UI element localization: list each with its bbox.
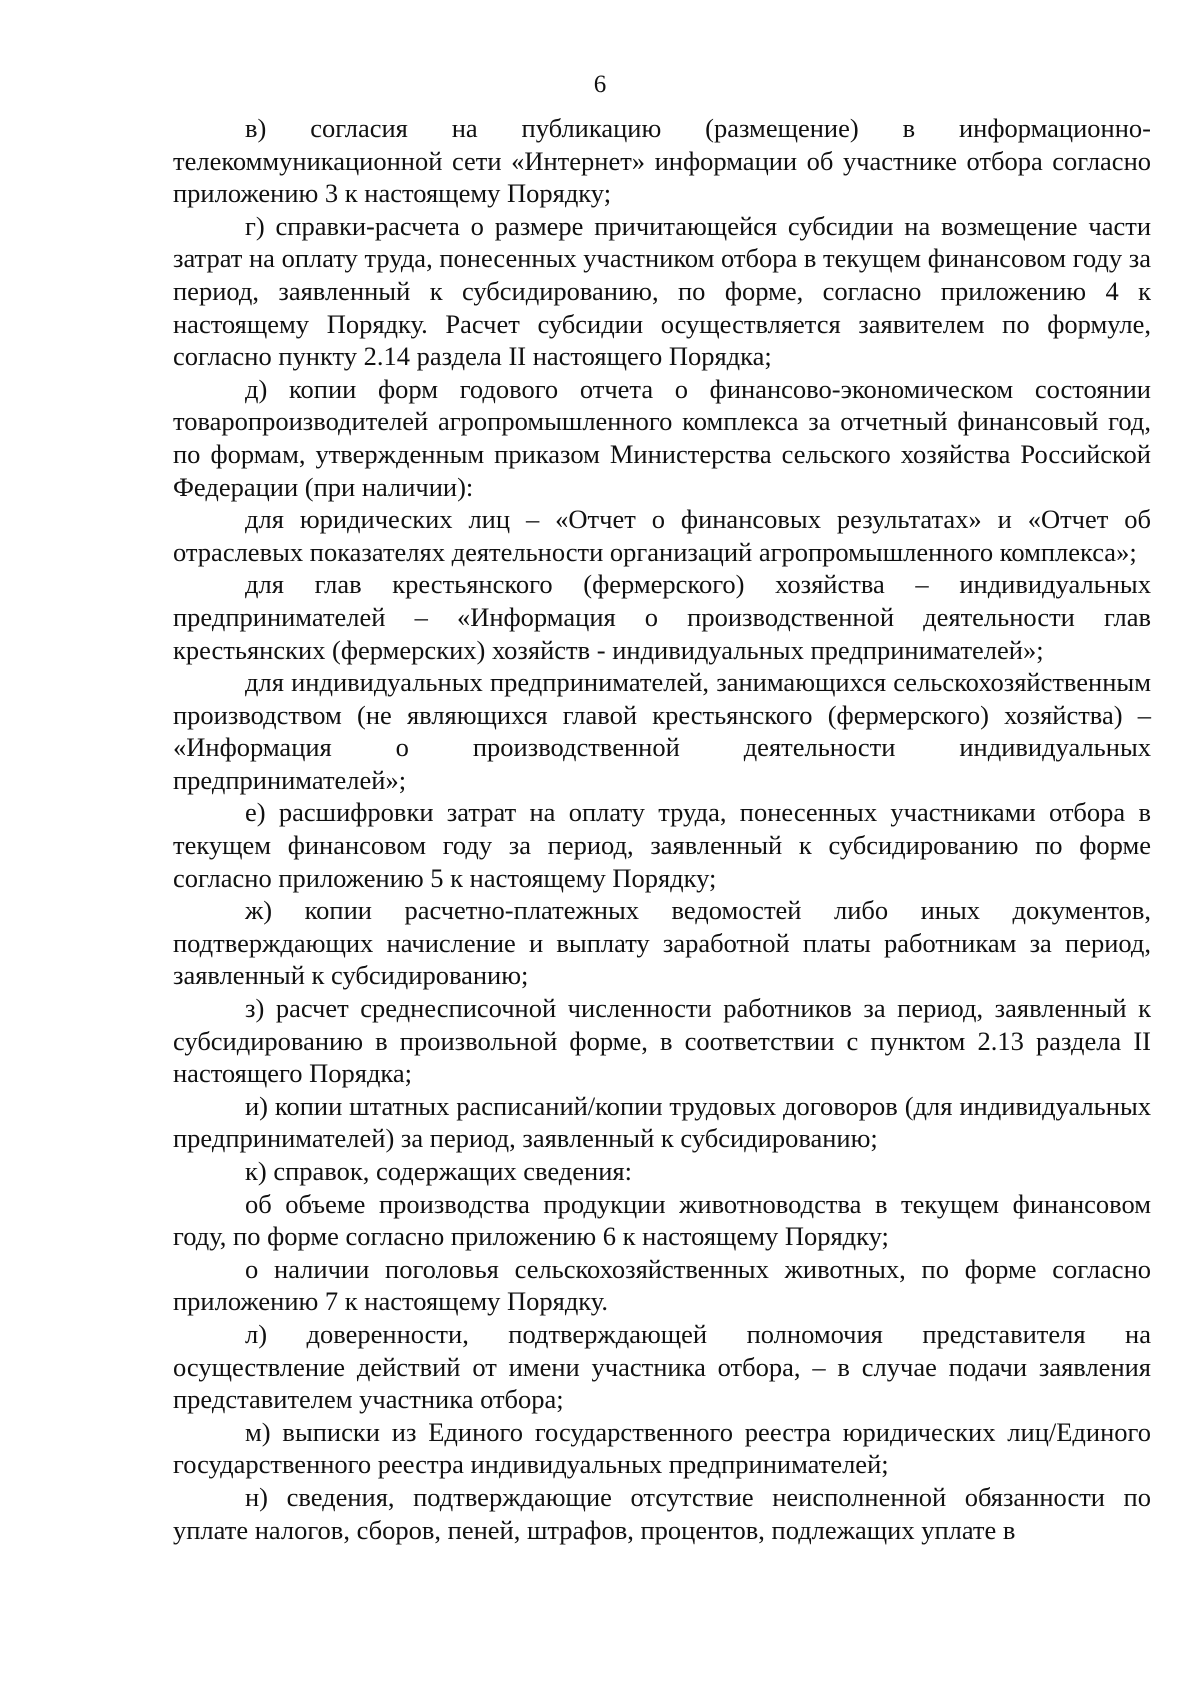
paragraph-livestock-headcount: о наличии поголовья сельскохозяйственных животных, по форме согласно приложению 7 к настоящему Порядку. bbox=[173, 1253, 1151, 1317]
paragraph-v-consent-publication: в) согласия на публикацию (размещение) в информационно-телекоммуникационной сети «Интернет» информации об участнике отбора согласно приложению 3 к настоящему Порядку; bbox=[173, 113, 1151, 209]
paragraph-z-average-headcount: з) расчет среднесписочной численности работников за период, заявленный к субсидированию в произвольной форме, в соответствии с пунктом 2.13 раздела II настоящего Порядка; bbox=[173, 993, 1151, 1089]
paragraph-zh-payroll-copies: ж) копии расчетно-платежных ведомостей либо иных документов, подтверждающих начисление и выплату заработной платы работникам за период, заявленный к субсидированию; bbox=[173, 895, 1151, 991]
paragraph-individual-entrepreneurs: для индивидуальных предпринимателей, занимающихся сельскохозяйственным производством (не являющихся главой крестьянского (фермерского) хозяйства) – «Информация о производственной деятельности индивидуальных предпринимателей»; bbox=[173, 667, 1151, 795]
document-body bbox=[173, 112, 1151, 1546]
paragraph-k-certificates: к) справок, содержащих сведения: bbox=[245, 1156, 632, 1186]
paragraph-livestock-production: об объеме производства продукции животноводства в текущем финансовом году, по форме согласно приложению 6 к настоящему Порядку; bbox=[173, 1188, 1151, 1252]
page-number: 6 bbox=[593, 71, 607, 98]
paragraph-g-subsidy-calculation: г) справки-расчета о размере причитающейся субсидии на возмещение части затрат на оплату труда, понесенных участником отбора в текущем финансовом году за период, заявленный к субсидированию, по форме, согласно приложению 4 к настоящему Порядку. Расчет субсидии осуществляется заявителем по формуле, согласно пункту 2.14 раздела II настоящего Порядка; bbox=[173, 210, 1151, 372]
paragraph-legal-entities: для юридических лиц – «Отчет о финансовых результатах» и «Отчет об отраслевых показателях деятельности организаций агропромышленного комплекса»; bbox=[173, 504, 1151, 567]
paragraph-d-annual-report-forms: д) копии форм годового отчета о финансово-экономическом состоянии товаропроизводителей агропромышленного комплекса за отчетный финансовый год, по формам, утвержденным приказом Министерства сельского хозяйства Российской Федерации (при наличии): bbox=[173, 373, 1151, 502]
paragraph-l-power-of-attorney: л) доверенности, подтверждающей полномочия представителя на осуществление действий от имени участника отбора, – в случае подачи заявления представителем участника отбора; bbox=[173, 1318, 1151, 1415]
paragraph-farm-heads: для глав крестьянского (фермерского) хозяйства – индивидуальных предпринимателей – «Информация о производственной деятельности глав крестьянских (фермерских) хозяйств - индивидуальных предпринимателей»; bbox=[173, 569, 1151, 665]
paragraph-e-labor-costs: е) расшифровки затрат на оплату труда, понесенных участниками отбора в текущем финансовом году за период, заявленный к субсидированию по форме согласно приложению 5 к настоящему Порядку; bbox=[173, 797, 1151, 893]
paragraph-i-staff-schedules: и) копии штатных расписаний/копии трудовых договоров (для индивидуальных предпринимателей) за период, заявленный к субсидированию; bbox=[173, 1090, 1151, 1154]
paragraph-m-register-extract: м) выписки из Единого государственного реестра юридических лиц/Единого государственного реестра индивидуальных предпринимателей; bbox=[173, 1416, 1151, 1480]
paragraph-n-tax-obligations: н) сведения, подтверждающие отсутствие неисполненной обязанности по уплате налогов, сборов, пеней, штрафов, процентов, подлежащих уплате в bbox=[173, 1481, 1151, 1545]
